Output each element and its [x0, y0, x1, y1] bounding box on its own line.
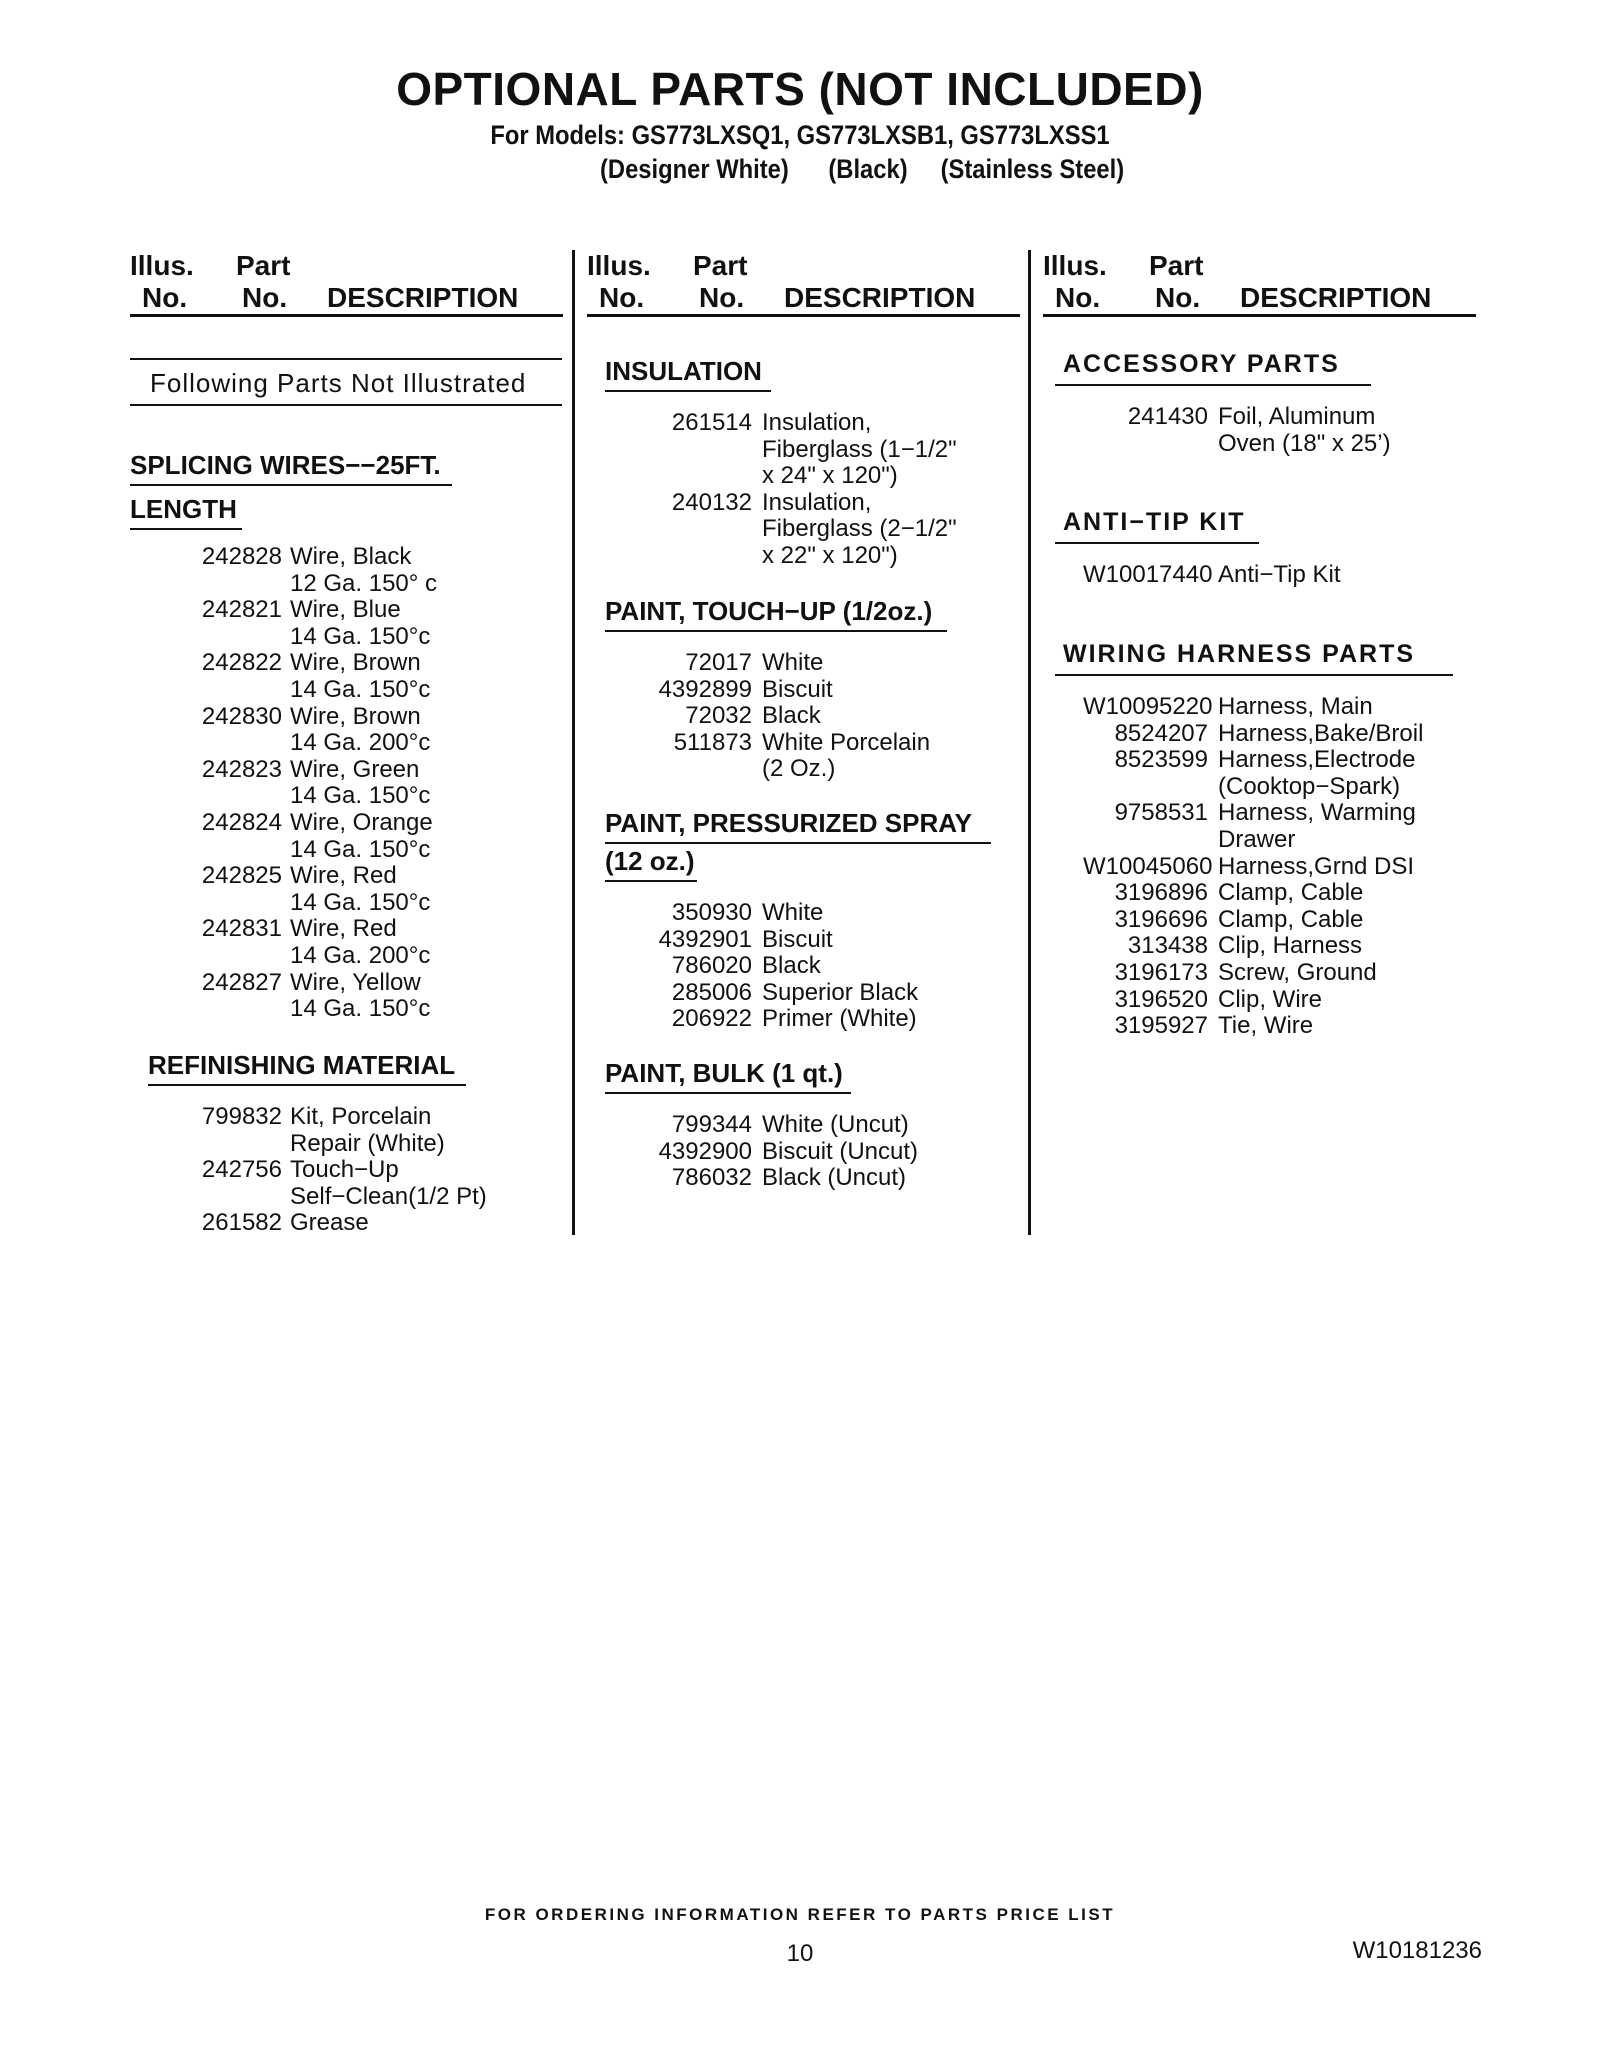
part-number: 241430: [1127, 403, 1208, 430]
part-number: 242823: [201, 755, 282, 783]
part-row: [627, 1139, 918, 1166]
document-number: W10181236: [1352, 1937, 1482, 1964]
part-number: 242825: [201, 862, 282, 890]
parts-list-wiring: [1083, 694, 1423, 1040]
part-number: 511873: [673, 728, 752, 756]
part-row: [627, 677, 930, 704]
section-title-accessory: ACCESSORY PARTS: [1063, 350, 1340, 378]
header-illus: Illus.: [130, 250, 194, 281]
part-number: 242822: [201, 649, 282, 677]
part-description: Harness,Grnd DSI: [1218, 852, 1415, 880]
part-description: Black (Uncut): [762, 1164, 907, 1192]
rule: [605, 630, 947, 632]
part-number: 3196896: [1114, 879, 1208, 907]
part-description: Clamp, Cable: [1218, 905, 1364, 933]
part-row: [170, 757, 437, 810]
part-row: [627, 953, 918, 980]
part-description: Biscuit: [762, 675, 833, 703]
part-row: [1083, 404, 1391, 457]
section-title-splicing: SPLICING WIRES−−25FT.: [130, 450, 441, 480]
part-number: 261514: [671, 409, 752, 436]
part-number: 242828: [201, 543, 282, 570]
part-row: [1083, 721, 1423, 748]
ordering-note: FOR ORDERING INFORMATION REFER TO PARTS PRICE LIST: [484, 1905, 1116, 1924]
column-divider-1: [572, 250, 575, 1235]
part-description: Primer (White): [762, 1005, 917, 1033]
part-row: [627, 1006, 918, 1033]
part-row: [627, 410, 957, 490]
rule: [148, 1084, 466, 1086]
part-number: 3196173: [1114, 958, 1208, 986]
section-title-splicing-2: LENGTH: [130, 494, 237, 524]
part-number: 4392901: [658, 925, 752, 953]
parts-list-refinishing: [170, 1104, 487, 1237]
part-description: Black: [762, 952, 821, 980]
part-description: Foil, Aluminum Oven (18" x 25’): [1218, 403, 1391, 457]
part-row: [170, 1104, 487, 1157]
header-description: DESCRIPTION: [327, 282, 519, 313]
part-number: 4392899: [658, 675, 752, 703]
part-number: 285006: [671, 978, 752, 1006]
rule: [605, 880, 697, 882]
part-number: 313438: [1127, 932, 1208, 960]
header-part-no: No.: [1155, 282, 1201, 313]
part-description: Harness, Main: [1218, 693, 1373, 720]
part-row: [1083, 880, 1423, 907]
header-part-no: No.: [699, 282, 745, 313]
part-description: White: [762, 649, 824, 676]
section-title-spray: PAINT, PRESSURIZED SPRAY: [605, 808, 972, 838]
part-description: Touch−Up Self−Clean(1/2 Pt): [290, 1156, 487, 1210]
part-description: Insulation, Fiberglass (1−1/2" x 24" x 120"): [762, 409, 957, 490]
part-row: [1083, 987, 1423, 1014]
not-illustrated-note: Following Parts Not Illustrated: [150, 368, 527, 398]
part-description: Wire, Blue 14 Ga. 150°c: [290, 596, 431, 650]
part-number: 3196520: [1114, 985, 1208, 1013]
section-title-touchup: PAINT, TOUCH−UP (1/2oz.): [605, 596, 933, 626]
part-number: 3196696: [1114, 905, 1208, 933]
rule: [130, 358, 562, 360]
column-1: [130, 250, 565, 1237]
part-row: [627, 900, 918, 927]
header-part-no: No.: [242, 282, 288, 313]
header-description: DESCRIPTION: [1240, 282, 1432, 313]
part-number: 242831: [201, 915, 282, 943]
part-number: 3195927: [1114, 1012, 1208, 1040]
part-row: [170, 1210, 487, 1237]
part-row: [627, 927, 918, 954]
part-row: [627, 1112, 918, 1139]
part-row: [1083, 854, 1423, 881]
part-row: [1083, 562, 1341, 589]
column-2-header: [587, 250, 1022, 316]
part-row: [170, 810, 437, 863]
part-number: W10017440: [1083, 561, 1213, 588]
part-description: Clamp, Cable: [1218, 879, 1364, 907]
part-row: [170, 597, 437, 650]
part-number: 72032: [685, 702, 752, 730]
parts-list-bulk: [627, 1112, 918, 1192]
part-row: [627, 1165, 918, 1192]
parts-list-insulation: [627, 410, 957, 570]
part-number: 799832: [201, 1103, 282, 1130]
part-description: Wire, Brown 14 Ga. 200°c: [290, 702, 431, 757]
header-rule: [1043, 314, 1476, 317]
part-row: [627, 980, 918, 1007]
part-description: Insulation, Fiberglass (2−1/2" x 22" x 120"): [762, 488, 957, 569]
part-number: 240132: [671, 488, 752, 516]
models-line: For Models: GS773LXSQ1, GS773LXSB1, GS773LXSS1: [490, 120, 1110, 150]
part-row: [170, 544, 437, 597]
part-number: 206922: [671, 1005, 752, 1033]
header-illus-no: No.: [599, 282, 645, 313]
part-number: 4392900: [658, 1137, 752, 1165]
part-row: [170, 916, 437, 969]
column-divider-2: [1028, 250, 1031, 1235]
part-description: Biscuit (Uncut): [762, 1137, 919, 1165]
part-number: 350930: [671, 899, 752, 926]
header-rule: [130, 314, 563, 317]
rule: [1055, 674, 1453, 676]
page-title: OPTIONAL PARTS (NOT INCLUDED): [396, 63, 1204, 115]
part-description: Wire, Brown 14 Ga. 150°c: [290, 649, 431, 703]
part-number: 242824: [201, 808, 282, 836]
part-row: [1083, 933, 1423, 960]
part-row: [627, 490, 957, 570]
section-title-antitip: ANTI−TIP KIT: [1063, 508, 1246, 536]
column-2: [587, 250, 1022, 1192]
parts-list-spray: [627, 900, 918, 1033]
part-description: Tie, Wire: [1218, 1012, 1314, 1040]
part-number: W10045060: [1083, 852, 1213, 880]
part-number: 8524207: [1114, 719, 1208, 747]
column-3: [1043, 250, 1483, 1040]
part-description: Wire, Yellow 14 Ga. 150°c: [290, 968, 431, 1023]
part-number: 8523599: [1114, 746, 1208, 774]
header-illus: Illus.: [1043, 250, 1107, 281]
part-description: Wire, Red 14 Ga. 200°c: [290, 915, 431, 969]
part-description: Kit, Porcelain Repair (White): [290, 1103, 445, 1157]
part-row: [627, 703, 930, 730]
part-row: [1083, 1013, 1423, 1040]
part-row: [170, 970, 437, 1023]
parts-list-antitip: [1083, 562, 1341, 589]
part-description: Harness, Warming Drawer: [1218, 799, 1416, 853]
part-description: Biscuit: [762, 925, 833, 953]
part-number: 261582: [201, 1209, 282, 1237]
part-number: 242756: [201, 1156, 282, 1184]
header-part: Part: [1149, 250, 1204, 281]
model-variants: (Designer White) (Black) (Stainless Steel): [600, 154, 1125, 184]
rule: [605, 1092, 851, 1094]
parts-list-touchup: [627, 650, 930, 783]
header-illus-no: No.: [1055, 282, 1101, 313]
part-number: 9758531: [1114, 799, 1208, 827]
part-number: 242830: [201, 702, 282, 730]
part-row: [1083, 960, 1423, 987]
part-description: Wire, Orange 14 Ga. 150°c: [290, 808, 433, 863]
part-number: 72017: [685, 649, 752, 676]
part-row: [170, 1157, 487, 1210]
part-description: Grease: [290, 1209, 369, 1237]
section-title-bulk: PAINT, BULK (1 qt.): [605, 1058, 843, 1088]
part-number: 242827: [201, 968, 282, 996]
section-title-refinishing: REFINISHING MATERIAL: [148, 1050, 456, 1080]
part-description: White (Uncut): [762, 1111, 909, 1138]
part-row: [170, 650, 437, 703]
part-description: Screw, Ground: [1218, 958, 1377, 986]
part-number: 786020: [671, 952, 752, 980]
header-illus-no: No.: [142, 282, 188, 313]
part-row: [627, 730, 930, 783]
part-number: 786032: [671, 1164, 752, 1192]
part-description: Harness,Electrode (Cooktop−Spark): [1218, 746, 1416, 800]
part-number: 799344: [671, 1111, 752, 1138]
part-description: Anti−Tip Kit: [1218, 561, 1341, 588]
part-row: [1083, 747, 1423, 800]
part-description: Clip, Harness: [1218, 932, 1363, 960]
column-1-header: [130, 250, 565, 316]
part-row: [627, 650, 930, 677]
rule: [1055, 542, 1259, 544]
section-title-insulation: INSULATION: [605, 356, 762, 386]
header-part: Part: [693, 250, 748, 281]
rule: [130, 528, 242, 530]
header-description: DESCRIPTION: [784, 282, 976, 313]
part-description: Clip, Wire: [1218, 985, 1323, 1013]
page-number: 10: [786, 1940, 814, 1967]
parts-list-splicing: [170, 544, 437, 1023]
part-row: [170, 704, 437, 757]
part-row: [170, 863, 437, 916]
rule: [605, 390, 771, 392]
part-row: [1083, 800, 1423, 853]
part-number: 242821: [201, 596, 282, 624]
part-description: Wire, Red 14 Ga. 150°c: [290, 862, 431, 916]
header-illus: Illus.: [587, 250, 651, 281]
section-title-spray-2: (12 oz.): [605, 846, 695, 876]
part-row: [1083, 694, 1423, 721]
rule: [130, 484, 452, 486]
rule: [130, 404, 562, 406]
part-description: Harness,Bake/Broil: [1218, 719, 1424, 747]
part-description: White Porcelain (2 Oz.): [762, 728, 931, 783]
rule: [1055, 384, 1371, 386]
section-title-wiring: WIRING HARNESS PARTS: [1063, 640, 1416, 668]
parts-list-accessory: [1083, 404, 1391, 457]
part-description: Wire, Green 14 Ga. 150°c: [290, 755, 431, 810]
part-description: Wire, Black 12 Ga. 150° c: [290, 543, 438, 597]
part-description: White: [762, 899, 824, 926]
part-description: Superior Black: [762, 978, 919, 1006]
part-row: [1083, 907, 1423, 934]
rule: [605, 842, 991, 844]
header-part: Part: [236, 250, 291, 281]
column-3-header: [1043, 250, 1483, 316]
part-description: Black: [762, 702, 821, 730]
header-rule: [587, 314, 1020, 317]
part-number: W10095220: [1083, 693, 1213, 720]
